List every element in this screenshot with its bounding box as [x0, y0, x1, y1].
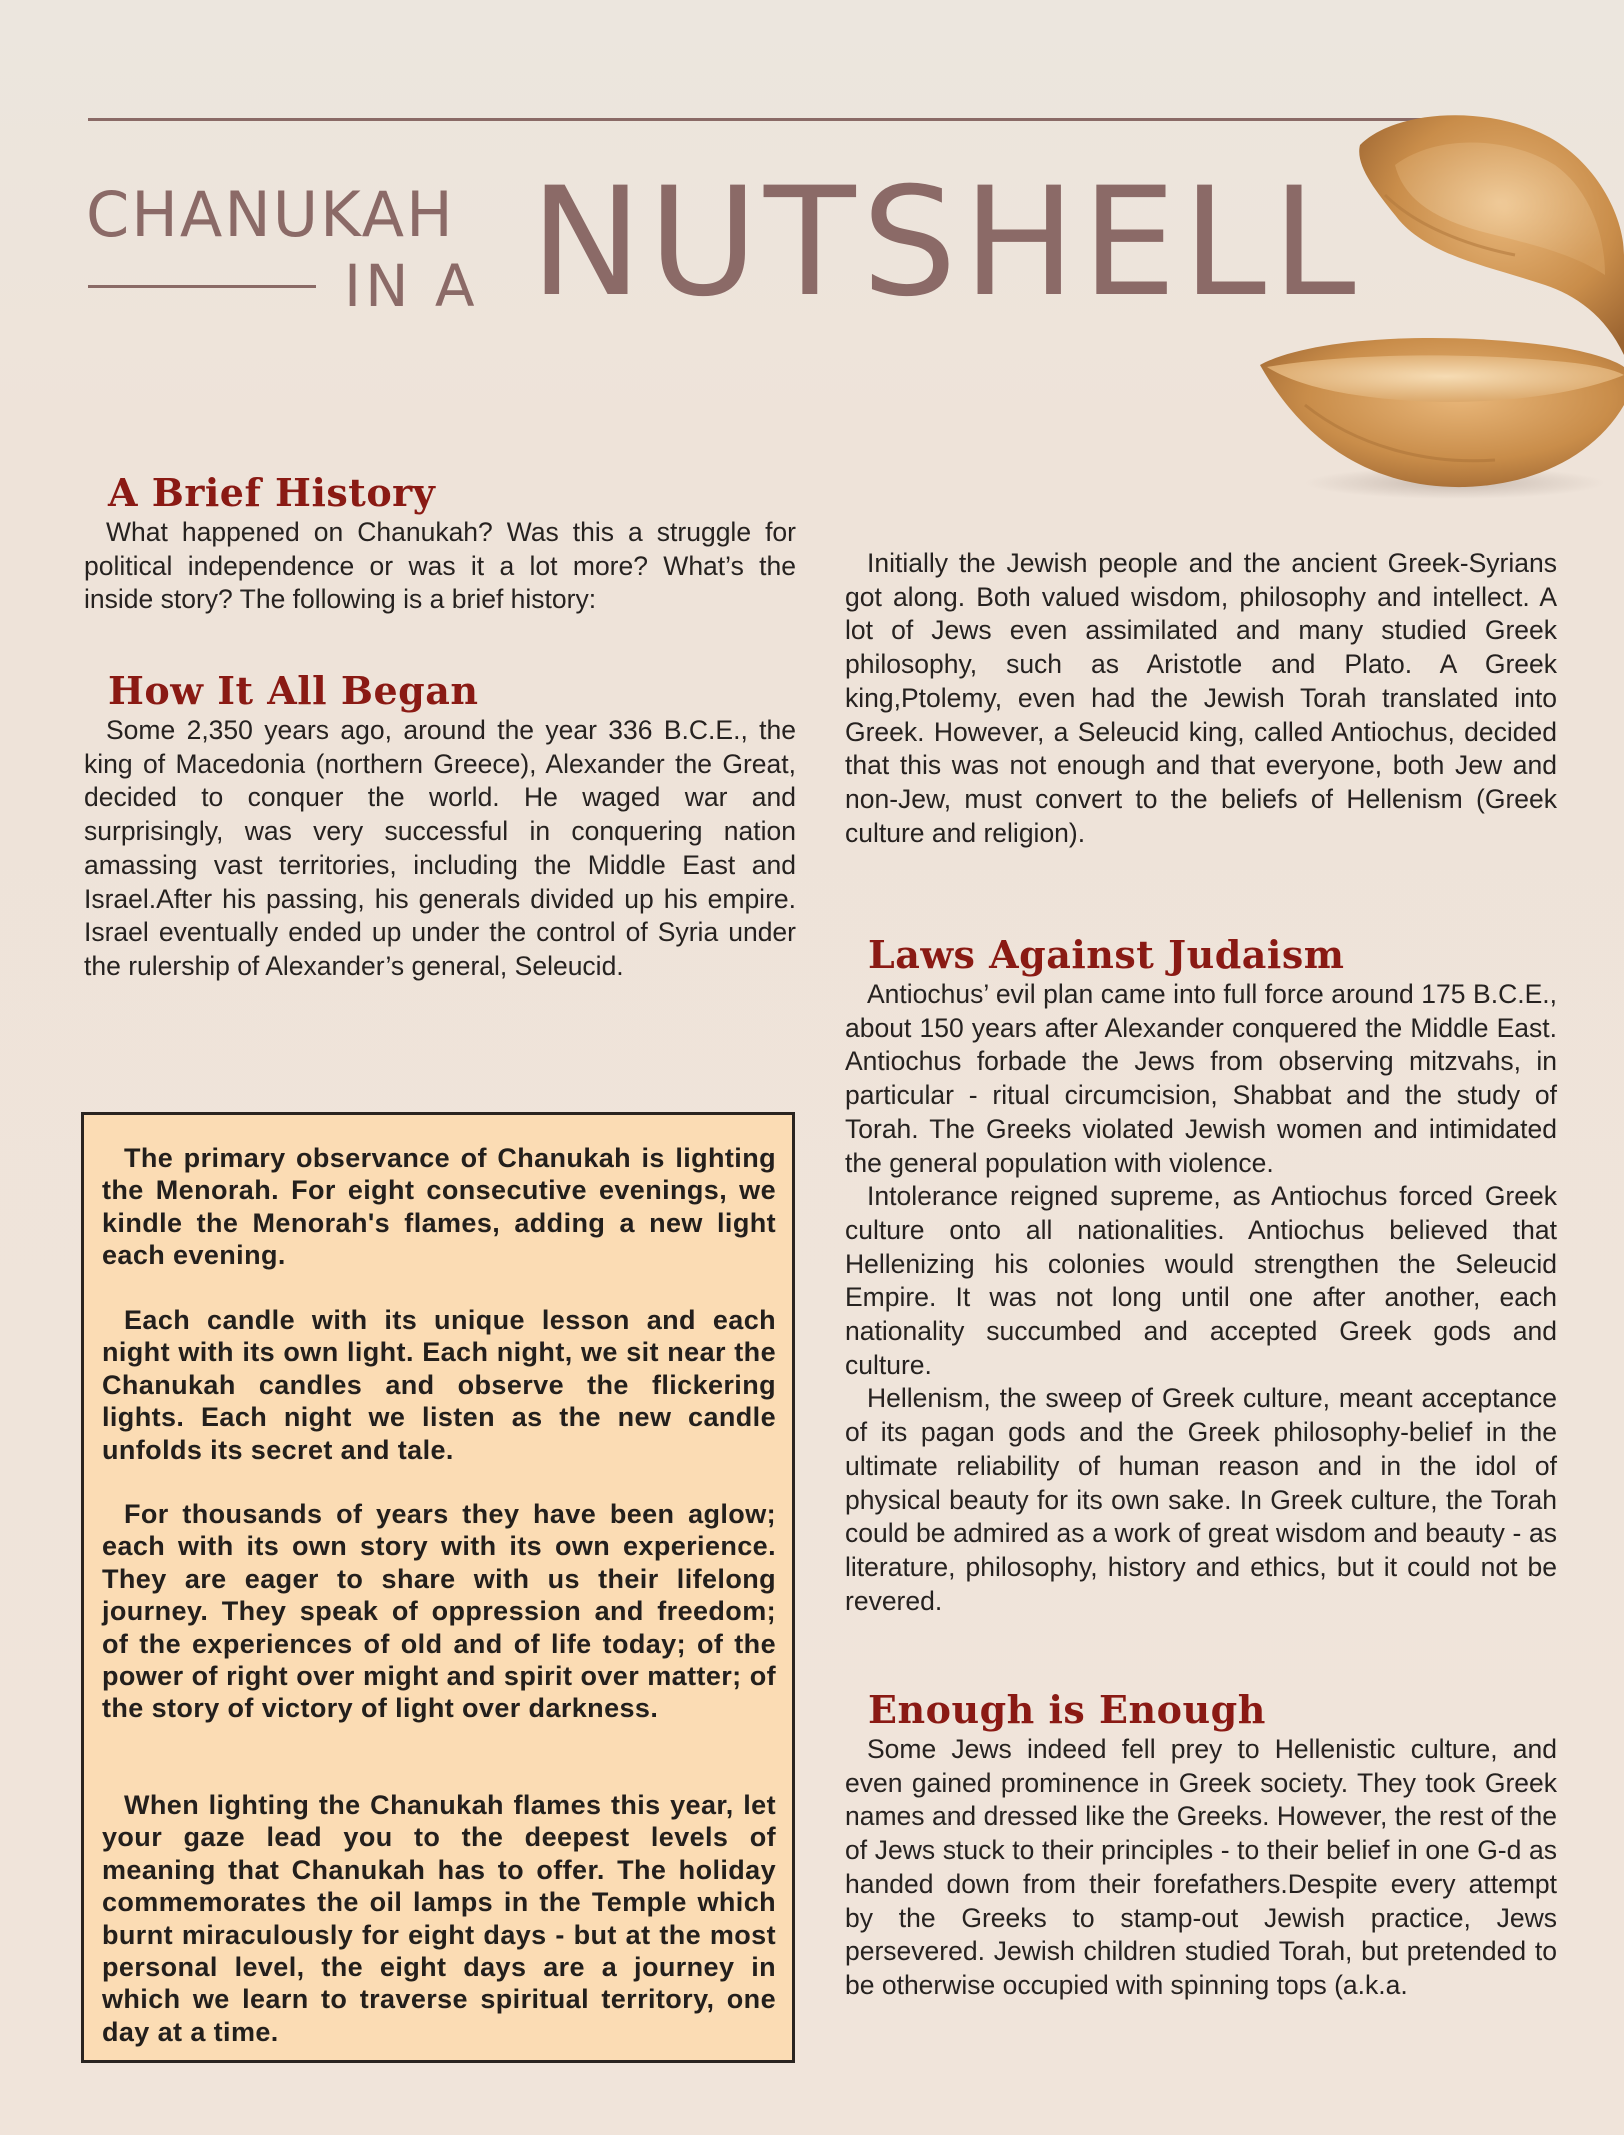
laws-paragraph-2: Intolerance reigned supreme, as Antiochus forced Greek culture onto all nationalities. Antiochus believed that Hellenizing his colonies would strengthen the Seleucid Empire. It was not long until one after another, each nationality succumbed and accepted Greek gods and culture.: [845, 1181, 1557, 1380]
brief-history-text: [84, 516, 796, 617]
enough-text: [845, 1733, 1557, 2003]
how-it-began-paragraph: Some 2,350 years ago, around the year 336 B.C.E., the king of Macedonia (northern Greece), Alexander the Great, decided to conquer the world. He waged war and surprisingly, was very successful in conquering nation amassing vast territories, including the Middle East and Israel.After his passing, his generals divided up his empire. Israel eventually ended up under the control of Syria under the rulership of Alexander’s general, Seleucid.: [84, 715, 796, 981]
callout-p3: For thousands of years they have been aglow; each with its own story with its own experience. They are eager to share with us their lifelong journey. They speak of oppression and freedom; of the experiences of old and of life today; of the power of right over might and spirit over matter; of the story of victory of light over darkness.: [102, 1499, 776, 1724]
heading-laws-against-judaism: Laws Against Judaism: [868, 932, 1345, 977]
brief-history-paragraph: What happened on Chanukah? Was this a struggle for political independence or was it a lot more? What’s the inside story? The following is a brief history:: [84, 517, 796, 615]
laws-paragraph-3: Hellenism, the sweep of Greek culture, meant acceptance of its pagan gods and the Greek philosophy-belief in the ultimate reliability of human reason and in the idol of physical beauty for its own sake. In Greek culture, the Torah could be admired as a work of great wisdom and beauty - as literature, philosophy, history and ethics, but it could not be revered.: [845, 1383, 1557, 1616]
walnut-shell-illustration: [1245, 105, 1624, 505]
title-small-rule: [88, 285, 316, 288]
heading-enough-is-enough: Enough is Enough: [868, 1687, 1266, 1732]
right-intro-paragraph: Initially the Jewish people and the ancient Greek-Syrians got along. Both valued wisdom, philosophy and intellect. A lot of Jews even assimilated and many studied Greek philosophy, such as Aristotle and Plato. A Greek king,Ptolemy, even had the Jewish Torah translated into Greek. However, a Seleucid king, called Antiochus, decided that this was not enough and that everyone, both Jew and non-Jew, must convert to the beliefs of Hellenism (Greek culture and religion).: [845, 548, 1557, 848]
how-it-began-text: [84, 714, 796, 984]
enough-paragraph: Some Jews indeed fell prey to Hellenistic culture, and even gained prominence in Greek society. They took Greek names and dressed like the Greeks. However, the rest of the of Jews stuck to their principles - to their belief in one G-d as handed down from their forefathers.Despite every attempt by the Greeks to stamp-out Jewish practice, Jews persevered. Jewish children studied Torah, but pretended to be otherwise occupied with spinning tops (a.k.a.: [845, 1734, 1557, 2000]
heading-how-it-all-began: How It All Began: [108, 668, 479, 713]
callout-p1: The primary observance of Chanukah is lighting the Menorah. For eight consecutive evenings, we kindle the Menorah's flames, adding a new light each evening.: [102, 1143, 776, 1271]
laws-text: [845, 978, 1557, 1618]
title-nutshell: NUTSHELL: [530, 156, 1362, 330]
callout-p2: Each candle with its unique lesson and each night with its own light. Each night, we sit near the Chanukah candles and observe the flickering lights. Each night we listen as the new candle unfolds its secret and tale.: [102, 1305, 776, 1465]
title-chanukah: CHANUKAH: [86, 178, 455, 251]
heading-brief-history: A Brief History: [108, 470, 436, 515]
laws-paragraph-1: Antiochus’ evil plan came into full force around 175 B.C.E., about 150 years after Alexander conquered the Middle East. Antiochus forbade the Jews from observing mitzvahs, in particular - ritual circumcision, Shabbat and the study of Torah. The Greeks violated Jewish women and intimidated the general population with violence.: [845, 979, 1557, 1178]
title-in-a: IN A: [344, 252, 479, 320]
callout-p4: When lighting the Chanukah flames this year, let your gaze lead you to the deepest levels of meaning that Chanukah has to offer. The holiday commemorates the oil lamps in the Temple which burnt miraculously for eight days - but at the most personal level, the eight days are a journey in which we learn to traverse spiritual territory, one day at a time.: [102, 1790, 776, 2047]
right-intro-text: [845, 547, 1557, 850]
